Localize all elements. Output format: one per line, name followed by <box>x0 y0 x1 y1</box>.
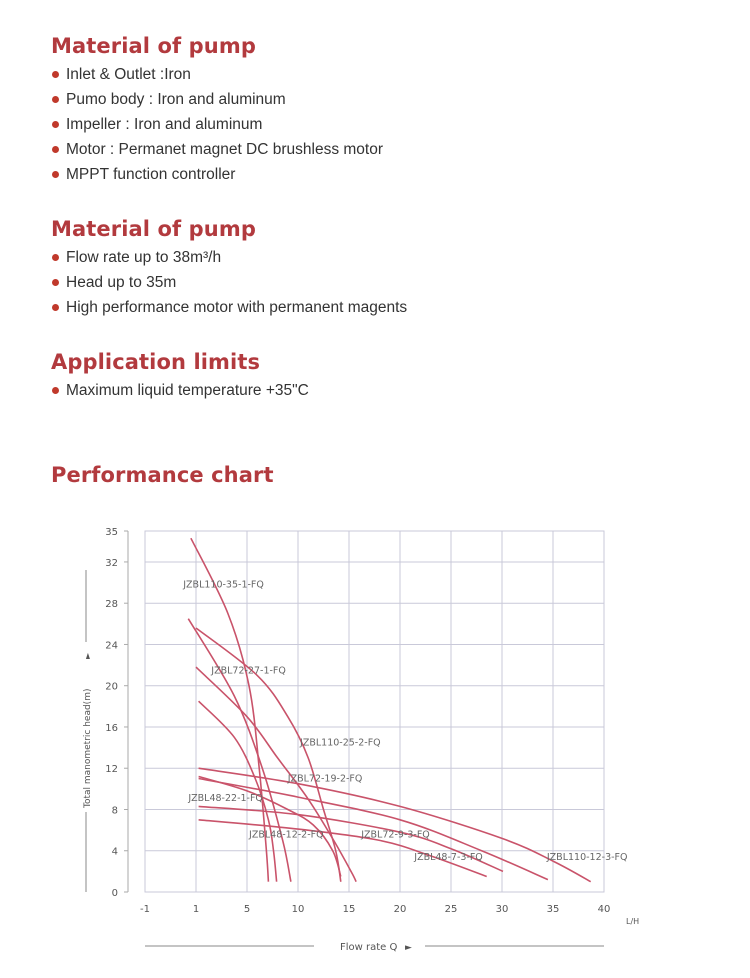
performance-chart <box>0 500 750 970</box>
curve-jzbl48-7-3-fq <box>199 820 487 877</box>
x-tick-label: 40 <box>597 904 611 915</box>
x-tick-label: 10 <box>291 904 305 915</box>
section-performance <box>51 215 407 320</box>
bullet-icon <box>52 254 59 261</box>
list-item: Flow rate up to 38m³/h <box>51 245 407 270</box>
y-tick-label: 28 <box>105 599 118 611</box>
y-tick-label: 35 <box>105 527 118 538</box>
section-title: Application limits <box>51 350 261 374</box>
x-tick-label: 20 <box>393 904 407 915</box>
x-tick-label: 5 <box>243 904 251 915</box>
y-tick-labels <box>105 527 128 899</box>
list-item: Motor : Permanet magnet DC brushless motor <box>51 137 383 162</box>
bullet-icon <box>52 279 59 286</box>
curve-label: JZBL48-22-1-FQ <box>188 793 263 805</box>
x-tick-labels <box>140 904 610 915</box>
bullet-list <box>51 378 309 403</box>
curve-label: JZBL48-12-2-FQ <box>249 829 324 841</box>
bullet-icon <box>52 387 59 394</box>
curve-label: JZBL72-9-3-FQ <box>361 829 430 841</box>
y-tick-label: 16 <box>105 722 118 734</box>
x-tick-label: 25 <box>444 904 458 915</box>
list-item: Maximum liquid temperature +35"C <box>51 378 309 403</box>
curve-label: JZBL110-35-1-FQ <box>183 579 264 591</box>
curve-label: JZBL48-7-3-FQ <box>414 852 483 864</box>
list-item: High performance motor with permanent magents <box>51 295 407 320</box>
section-title: Material of pump <box>51 217 256 241</box>
bullet-icon <box>52 146 59 153</box>
list-item: MPPT function controller <box>51 162 383 187</box>
bullet-icon <box>52 71 59 78</box>
y-tick-label: 20 <box>105 681 118 693</box>
x-tick-label: 35 <box>546 904 560 915</box>
y-tick-label: 12 <box>105 764 118 776</box>
section-material <box>51 32 383 187</box>
list-item: Head up to 35m <box>51 270 407 295</box>
x-tick-label: 1 <box>192 904 200 915</box>
section-application-limits <box>51 348 309 403</box>
list-item: Inlet & Outlet :Iron <box>51 62 383 87</box>
bullet-list <box>51 245 407 320</box>
section-performance-chart <box>51 461 274 489</box>
bullet-icon <box>52 171 59 178</box>
x-tick-label: -1 <box>140 904 150 915</box>
section-title: Material of pump <box>51 34 256 58</box>
bullet-icon <box>52 96 59 103</box>
bullet-list <box>51 62 383 187</box>
curve-jzbl72-27-1-fq <box>188 619 291 882</box>
curve-label: JZBL110-25-2-FQ <box>300 737 381 749</box>
x-tick-label: 30 <box>495 904 509 915</box>
y-axis-title: Total manometric head(m) <box>83 688 93 808</box>
x-arrow-icon: ► <box>405 943 412 953</box>
list-item: Pumo body : Iron and aluminum <box>51 87 383 112</box>
x-axis-title-group <box>145 942 604 953</box>
curve-label: JZBL72-19-2-FQ <box>287 773 363 785</box>
curve-label: JZBL72-27-1-FQ <box>211 665 286 677</box>
chart-section-title: Performance chart <box>51 463 274 487</box>
y-arrow-icon: ► <box>83 652 92 659</box>
x-tick-label: 15 <box>342 904 356 915</box>
x-axis-title: Flow rate Q <box>340 942 398 953</box>
list-item: Impeller : Iron and aluminum <box>51 112 383 137</box>
y-tick-label: 24 <box>105 640 118 652</box>
y-tick-label: 32 <box>105 557 118 569</box>
x-unit-label: L/H <box>626 917 640 926</box>
y-tick-label: 4 <box>111 846 118 858</box>
y-axis-title-group <box>83 570 93 892</box>
y-tick-label: 8 <box>111 805 118 817</box>
curve-label: JZBL110-12-3-FQ <box>546 852 628 864</box>
y-tick-label: 0 <box>111 888 118 899</box>
bullet-icon <box>52 304 59 311</box>
bullet-icon <box>52 121 59 128</box>
